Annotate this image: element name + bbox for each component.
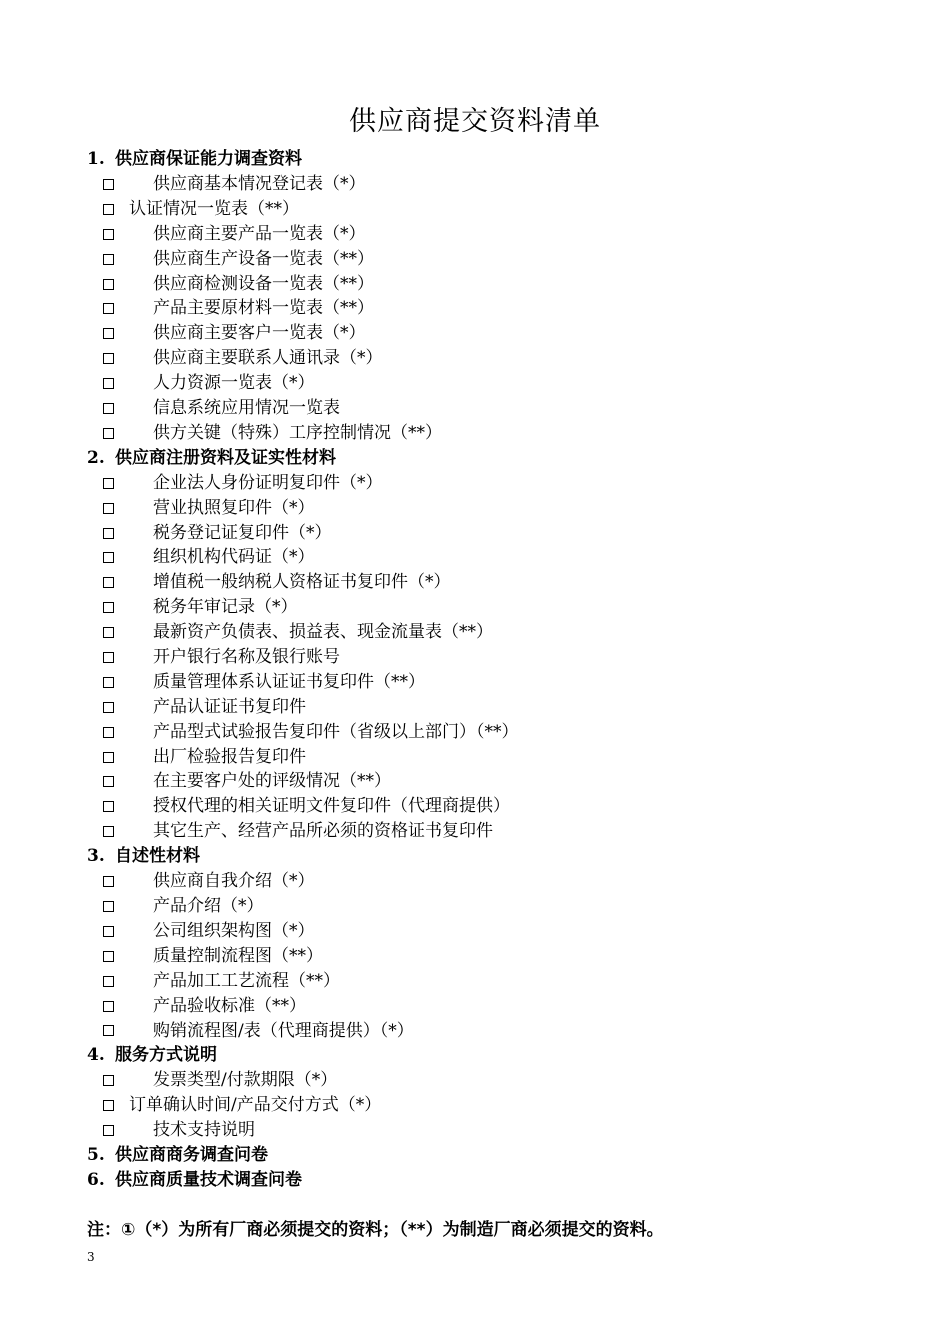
checklist-item-label: 质量控制流程图（**）	[153, 945, 323, 966]
section-number: 3.	[87, 846, 105, 867]
checklist-item	[87, 720, 907, 745]
checklist-item	[87, 595, 907, 620]
checklist-item-label: 供方关键（特殊）工序控制情况（**）	[153, 422, 442, 443]
checklist-item	[87, 545, 907, 570]
section-title: 供应商商务调查问卷	[115, 1145, 268, 1166]
checkbox-icon[interactable]	[103, 552, 114, 563]
checklist-item	[87, 695, 907, 720]
checklist-item-label: 开户银行名称及银行账号	[153, 647, 340, 668]
checklist-item	[87, 570, 907, 595]
section	[87, 1168, 907, 1193]
checkbox-icon[interactable]	[103, 727, 114, 738]
checklist-item	[87, 396, 907, 421]
checklist-item-label: 在主要客户处的评级情况（**）	[153, 771, 391, 792]
checklist-item	[87, 894, 907, 919]
section	[87, 446, 907, 844]
checklist-item-label: 税务登记证复印件（*）	[153, 522, 332, 543]
checkbox-icon[interactable]	[103, 503, 114, 514]
document-body	[87, 147, 907, 1193]
section-number: 6.	[87, 1170, 105, 1191]
checkbox-icon[interactable]	[103, 428, 114, 439]
checkbox-icon[interactable]	[103, 204, 114, 215]
checklist-item-label: 产品认证证书复印件	[153, 696, 306, 717]
checklist-item	[87, 1093, 907, 1118]
checkbox-icon[interactable]	[103, 826, 114, 837]
checkbox-icon[interactable]	[103, 677, 114, 688]
checkbox-icon[interactable]	[103, 1075, 114, 1086]
checklist-item-label: 供应商主要产品一览表（*）	[153, 223, 366, 244]
section-title: 供应商质量技术调查问卷	[115, 1170, 302, 1191]
section	[87, 1143, 907, 1168]
checkbox-icon[interactable]	[103, 353, 114, 364]
section	[87, 147, 907, 446]
checkbox-icon[interactable]	[103, 702, 114, 713]
checklist-item-label: 供应商主要客户一览表（*）	[153, 323, 366, 344]
checklist-item-label: 产品介绍（*）	[153, 896, 264, 917]
checklist-item-label: 组织机构代码证（*）	[153, 547, 315, 568]
checkbox-icon[interactable]	[103, 577, 114, 588]
checklist-item-label: 企业法人身份证明复印件（*）	[153, 472, 383, 493]
section-number: 1.	[87, 149, 105, 169]
checklist-item	[87, 222, 907, 247]
checkbox-icon[interactable]	[103, 229, 114, 240]
checkbox-icon[interactable]	[103, 976, 114, 987]
section-title: 服务方式说明	[115, 1045, 217, 1066]
checklist-item-label: 产品主要原材料一览表（**）	[153, 298, 374, 319]
checklist-item-label: 认证情况一览表（**）	[129, 198, 299, 219]
checkbox-icon[interactable]	[103, 1100, 114, 1111]
checkbox-icon[interactable]	[103, 876, 114, 887]
checklist-item	[87, 1019, 907, 1044]
section-number: 5.	[87, 1145, 105, 1166]
checklist-item-label: 产品验收标准（**）	[153, 995, 306, 1016]
section-title: 供应商注册资料及证实性材料	[115, 447, 336, 468]
checkbox-icon[interactable]	[103, 752, 114, 763]
footnote: 注：①（*）为所有厂商必须提交的资料；（**）为制造厂商必须提交的资料。	[87, 1220, 664, 1240]
section	[87, 844, 907, 1043]
checklist-item-label: 供应商基本情况登记表（*）	[153, 174, 366, 194]
checkbox-icon[interactable]	[103, 627, 114, 638]
checkbox-icon[interactable]	[103, 254, 114, 265]
checkbox-icon[interactable]	[103, 303, 114, 314]
checklist-item	[87, 794, 907, 819]
checklist-item-label: 技术支持说明	[153, 1120, 255, 1141]
section-title: 自述性材料	[115, 846, 200, 867]
checklist-item	[87, 247, 907, 272]
section-heading	[87, 1043, 907, 1068]
section-heading	[87, 1168, 907, 1193]
checklist-item-label: 出厂检验报告复印件	[153, 746, 306, 767]
section-number: 2.	[87, 447, 105, 468]
checklist-item-label: 发票类型/付款期限（*）	[153, 1070, 338, 1091]
checklist-item	[87, 670, 907, 695]
section-heading	[87, 844, 907, 869]
checkbox-icon[interactable]	[103, 901, 114, 912]
checklist-item	[87, 869, 907, 894]
checklist-item-label: 供应商生产设备一览表（**）	[153, 248, 374, 269]
checkbox-icon[interactable]	[103, 478, 114, 489]
section-heading	[87, 446, 907, 471]
checkbox-icon[interactable]	[103, 926, 114, 937]
checklist-item	[87, 272, 907, 297]
checklist-item-label: 订单确认时间/产品交付方式（*）	[129, 1095, 382, 1116]
checklist-item-label: 公司组织架构图（*）	[153, 920, 315, 941]
section-number: 4.	[87, 1045, 105, 1066]
checklist-item	[87, 471, 907, 496]
checklist-item-label: 供应商自我介绍（*）	[153, 871, 315, 892]
checklist-item	[87, 421, 907, 446]
section-heading	[87, 1143, 907, 1168]
checklist-item	[87, 197, 907, 222]
checklist-item-label: 授权代理的相关证明文件复印件（代理商提供）	[153, 796, 510, 817]
checkbox-icon[interactable]	[103, 179, 114, 190]
checklist-item-label: 营业执照复印件（*）	[153, 497, 315, 518]
checklist-item	[87, 1068, 907, 1093]
checkbox-icon[interactable]	[103, 1025, 114, 1036]
checklist-item	[87, 919, 907, 944]
checklist-item-label: 购销流程图/表（代理商提供）（*）	[153, 1020, 414, 1041]
checkbox-icon[interactable]	[103, 378, 114, 389]
checklist-item	[87, 296, 907, 321]
checkbox-icon[interactable]	[103, 951, 114, 962]
checklist-item	[87, 645, 907, 670]
checklist-item	[87, 969, 907, 994]
checklist-item-label: 产品型式试验报告复印件（省级以上部门）（**）	[153, 721, 519, 742]
checklist-item	[87, 521, 907, 546]
checklist-item	[87, 172, 907, 197]
checklist-item	[87, 496, 907, 521]
checklist-item-label: 产品加工工艺流程（**）	[153, 970, 340, 991]
page-title: 供应商提交资料清单	[349, 106, 601, 137]
checklist-item	[87, 371, 907, 396]
checklist-item	[87, 346, 907, 371]
checklist-item	[87, 620, 907, 645]
checkbox-icon[interactable]	[103, 328, 114, 339]
checkbox-icon[interactable]	[103, 1001, 114, 1012]
checkbox-icon[interactable]	[103, 528, 114, 539]
checklist-item-label: 其它生产、经营产品所必须的资格证书复印件	[153, 821, 493, 842]
checklist-item	[87, 994, 907, 1019]
checkbox-icon[interactable]	[103, 403, 114, 414]
checkbox-icon[interactable]	[103, 652, 114, 663]
checkbox-icon[interactable]	[103, 279, 114, 290]
checklist-item	[87, 769, 907, 794]
checklist-item	[87, 819, 907, 844]
section-heading	[87, 147, 907, 172]
checkbox-icon[interactable]	[103, 1125, 114, 1136]
checklist-item-label: 增值税一般纳税人资格证书复印件（*）	[153, 572, 451, 593]
checkbox-icon[interactable]	[103, 602, 114, 613]
checklist-item-label: 税务年审记录（*）	[153, 597, 298, 618]
checklist-item	[87, 321, 907, 346]
section-title: 供应商保证能力调查资料	[115, 149, 302, 169]
checklist-item-label: 信息系统应用情况一览表	[153, 398, 340, 419]
checklist-item-label: 供应商主要联系人通讯录（*）	[153, 348, 383, 369]
checkbox-icon[interactable]	[103, 801, 114, 812]
checkbox-icon[interactable]	[103, 776, 114, 787]
page-number: 3	[87, 1250, 95, 1264]
checklist-item	[87, 745, 907, 770]
checklist-item-label: 质量管理体系认证证书复印件（**）	[153, 671, 425, 692]
checklist-item	[87, 944, 907, 969]
checklist-item-label: 最新资产负债表、损益表、现金流量表（**）	[153, 622, 493, 643]
checklist-item-label: 人力资源一览表（*）	[153, 373, 315, 394]
section	[87, 1043, 907, 1143]
checklist-item	[87, 1118, 907, 1143]
checklist-item-label: 供应商检测设备一览表（**）	[153, 273, 374, 294]
